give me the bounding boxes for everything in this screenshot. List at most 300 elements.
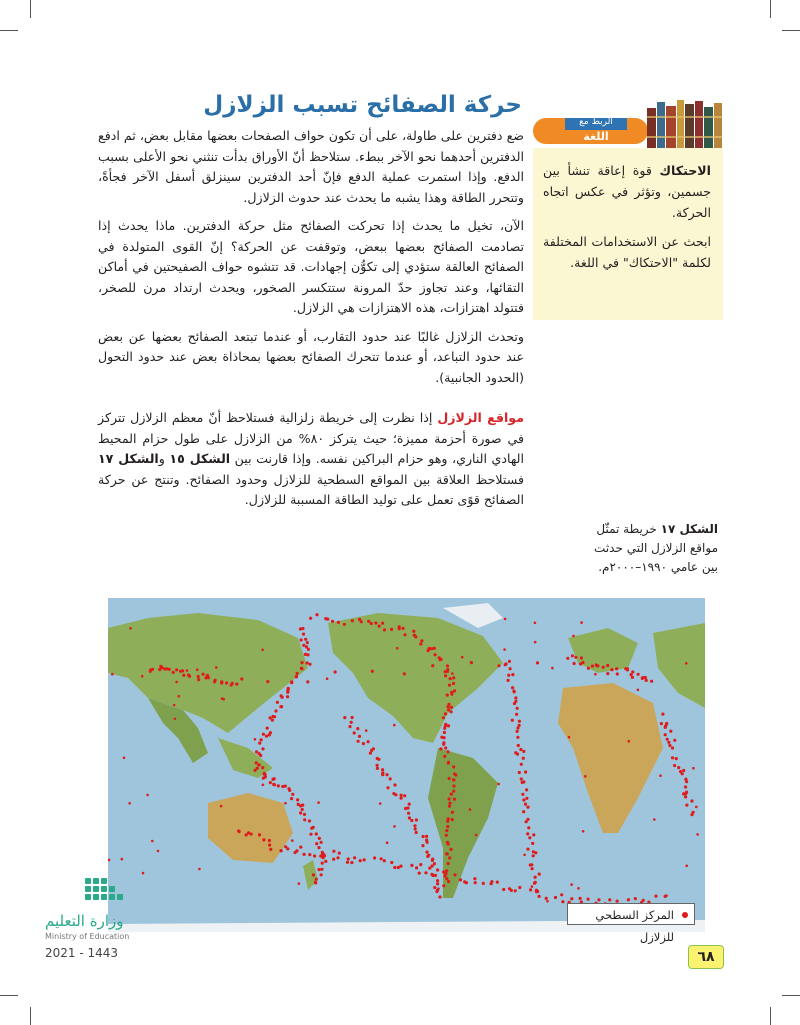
epicenter-dot <box>436 882 439 885</box>
epicenter-dot <box>294 851 297 854</box>
epicenter-dot <box>675 757 678 760</box>
epicenter-dot <box>596 664 599 667</box>
epicenter-dot <box>448 856 451 859</box>
epicenter-dot <box>509 667 512 670</box>
epicenter-dot <box>350 721 353 724</box>
epicenter-dot <box>334 670 337 673</box>
epicenter-dot <box>637 689 640 692</box>
epicenter-dot <box>300 638 303 641</box>
epicenter-dot <box>566 657 569 660</box>
epicenter-dot <box>317 868 320 871</box>
epicenter-dot <box>299 846 302 849</box>
epicenter-dot <box>235 683 238 686</box>
epicenter-dot <box>245 833 248 836</box>
epicenter-dot <box>291 793 294 796</box>
epicenter-dot <box>367 740 370 743</box>
epicenter-dot <box>370 622 373 625</box>
epicenter-dot <box>400 794 403 797</box>
epicenter-dot <box>220 680 223 683</box>
epicenter-dot <box>634 897 637 900</box>
epicenter-dot <box>530 863 533 866</box>
epicenter-dot <box>615 667 618 670</box>
epicenter-dot <box>517 744 520 747</box>
epicenter-dot <box>521 793 524 796</box>
epicenter-dot <box>436 868 439 871</box>
epicenter-dot <box>274 709 277 712</box>
epicenter-dot <box>300 667 303 670</box>
ministry-name-en: Ministry of Education <box>45 932 130 941</box>
sidebar-text <box>543 160 711 281</box>
epicenter-dot <box>437 887 440 890</box>
epicenter-dot <box>673 764 676 767</box>
epicenter-dot <box>452 790 455 793</box>
epicenter-dot <box>626 668 629 671</box>
epicenter-dot <box>511 686 514 689</box>
crop-mark <box>770 0 771 18</box>
epicenter-dot <box>410 819 413 822</box>
epicenter-dot <box>353 856 356 859</box>
epicenter-dot <box>420 639 423 642</box>
epicenter-dot <box>450 793 453 796</box>
epicenter-dot <box>447 880 450 883</box>
epicenter-dot <box>268 843 271 846</box>
epicenter-dot <box>608 898 611 901</box>
edition-year: 2021 - 1443 <box>45 946 119 960</box>
epicenter-dot <box>198 868 201 871</box>
epicenter-dot <box>385 773 388 776</box>
epicenter-dot <box>524 770 527 773</box>
epicenter-dot <box>685 865 688 868</box>
connection-label-top: الربط مع <box>579 117 613 127</box>
epicenter-dot <box>149 670 152 673</box>
epicenter-dot <box>525 788 528 791</box>
epicenter-dot <box>343 716 346 719</box>
epicenter-dot <box>129 627 132 630</box>
epicenter-dot <box>641 677 644 680</box>
epicenter-dot <box>309 617 312 620</box>
epicenter-dot <box>570 883 573 886</box>
epicenter-dot <box>507 674 510 677</box>
epicenter-dot <box>451 811 454 814</box>
figure-caption-text: خريطة تمثّل مواقع الزلازل التي حدثت بين عامي ١٩٩٠–٢٠٠٠م. <box>594 522 718 574</box>
epicenter-dot <box>315 842 318 845</box>
epicenter-dot <box>302 633 305 636</box>
epicenter-dot <box>665 722 668 725</box>
epicenter-dot <box>271 778 274 781</box>
epicenter-dot <box>415 866 418 869</box>
epicenter-dot <box>532 854 535 857</box>
epicenter-dot <box>168 668 171 671</box>
epicenter-dot <box>692 767 695 770</box>
epicenter-dot <box>403 672 406 675</box>
epicenter-dot <box>446 694 449 697</box>
epicenter-dot <box>357 740 360 743</box>
epicenter-dot <box>538 873 541 876</box>
epicenter-dot <box>451 818 454 821</box>
epicenter-dot <box>121 858 124 861</box>
epicenter-dot <box>290 797 293 800</box>
epicenter-dot <box>362 742 365 745</box>
earthquake-world-map <box>108 598 705 932</box>
crop-mark <box>782 995 800 996</box>
epicenter-dot <box>179 670 182 673</box>
epicenter-dot <box>445 829 448 832</box>
epicenter-dot <box>256 767 259 770</box>
epicenter-dot <box>396 647 399 650</box>
epicenter-dot <box>307 648 310 651</box>
epicenter-dot <box>659 774 662 777</box>
epicenter-dot <box>463 880 466 883</box>
epicenter-dot <box>398 627 401 630</box>
epicenter-dot <box>446 705 449 708</box>
epicenter-dot <box>445 834 448 837</box>
epicenter-dot <box>303 853 306 856</box>
epicenter-dot <box>524 803 527 806</box>
epicenter-dot <box>525 797 528 800</box>
epicenter-dot <box>511 719 514 722</box>
epicenter-dot <box>682 769 685 772</box>
epicenter-dot <box>430 647 433 650</box>
epicenter-dot <box>450 706 453 709</box>
epicenter-dot <box>320 873 323 876</box>
epicenter-dot <box>637 673 640 676</box>
epicenter-dot <box>459 878 462 881</box>
figure-label: الشكل ١٧ <box>660 522 718 536</box>
epicenter-dot <box>521 781 524 784</box>
epicenter-dot <box>434 653 437 656</box>
epicenter-dot <box>682 792 685 795</box>
epicenter-dot <box>259 754 262 757</box>
epicenter-dot <box>324 860 327 863</box>
epicenter-dot <box>255 750 258 753</box>
epicenter-dot <box>321 862 324 865</box>
crop-mark <box>770 1007 771 1025</box>
epicenter-dot <box>197 675 200 678</box>
main-text-column <box>98 126 524 519</box>
epicenter-dot <box>447 724 450 727</box>
epicenter-dot <box>443 727 446 730</box>
epicenter-dot <box>532 833 535 836</box>
epicenter-dot <box>160 666 163 669</box>
epicenter-dot <box>250 833 253 836</box>
epicenter-dot <box>606 672 609 675</box>
epicenter-dot <box>414 635 417 638</box>
epicenter-dot <box>402 627 405 630</box>
epicenter-dot <box>298 882 301 885</box>
epicenter-dot <box>418 872 421 875</box>
epicenter-dot <box>531 867 534 870</box>
epicenter-dot <box>453 689 456 692</box>
epicenter-dot <box>451 672 454 675</box>
epicenter-dot <box>527 826 530 829</box>
language-connection-box <box>533 148 723 320</box>
epicenter-dot <box>175 681 178 684</box>
epicenter-dot <box>434 874 437 877</box>
epicenter-dot <box>291 839 294 842</box>
epicenter-dot <box>534 641 537 644</box>
epicenter-dot <box>262 777 265 780</box>
epicenter-dot <box>671 756 674 759</box>
epicenter-dot <box>174 718 177 721</box>
epicenter-dot <box>123 757 126 760</box>
epicenter-dot <box>220 805 223 808</box>
figure-caption <box>578 520 718 577</box>
epicenter-dot <box>373 856 376 859</box>
epicenter-dot <box>526 818 529 821</box>
epicenter-dot <box>397 866 400 869</box>
epicenter-dot <box>146 794 149 797</box>
epicenter-dot <box>669 730 672 733</box>
epicenter-dot <box>502 888 505 891</box>
epicenter-dot <box>433 647 436 650</box>
epicenter-dot <box>393 825 396 828</box>
epicenter-dot <box>261 649 264 652</box>
epicenter-dot <box>308 853 311 856</box>
epicenter-dot <box>237 829 240 832</box>
epicenter-dot <box>302 644 305 647</box>
epicenter-dot <box>519 748 522 751</box>
epicenter-dot <box>587 667 590 670</box>
epicenter-dot <box>266 680 269 683</box>
epicenter-dot <box>642 899 645 902</box>
epicenter-dot <box>313 854 316 857</box>
epicenter-dot <box>511 673 514 676</box>
epicenter-dot <box>666 738 669 741</box>
epicenter-dot <box>534 622 537 625</box>
epicenter-dot <box>453 873 456 876</box>
epicenter-dot <box>442 884 445 887</box>
epicenter-dot <box>347 857 350 860</box>
epicenter-dot <box>393 783 396 786</box>
epicenter-dot <box>440 658 443 661</box>
epicenter-dot <box>381 768 384 771</box>
epicenter-dot <box>490 880 493 883</box>
epicenter-dot <box>627 898 630 901</box>
epicenter-dot <box>299 804 302 807</box>
epicenter-dot <box>545 897 548 900</box>
epicenter-dot <box>496 881 499 884</box>
epicenter-dot <box>151 840 154 843</box>
epicenter-dot <box>264 773 267 776</box>
epicenter-dot <box>507 679 510 682</box>
epicenter-dot <box>281 785 284 788</box>
epicenter-dot <box>572 635 575 638</box>
epicenter-dot <box>442 741 445 744</box>
epicenter-dot <box>304 653 307 656</box>
epicenter-dot <box>580 621 583 624</box>
epicenter-dot <box>452 765 455 768</box>
epicenter-dot <box>690 813 693 816</box>
epicenter-dot <box>428 867 431 870</box>
epicenter-dot <box>142 872 145 875</box>
paragraph-earthquake-locations <box>98 408 524 511</box>
epicenter-dot <box>359 859 362 862</box>
epicenter-dot <box>280 849 283 852</box>
epicenter-dot <box>504 663 507 666</box>
epicenter-dot <box>664 726 667 729</box>
epicenter-dot <box>445 877 448 880</box>
epicenter-dot <box>141 675 144 678</box>
epicenter-dot <box>393 724 396 727</box>
epicenter-dot <box>393 866 396 869</box>
epicenter-dot <box>516 736 519 739</box>
epicenter-dot <box>568 736 571 739</box>
epicenter-dot <box>546 900 549 903</box>
epicenter-dot <box>365 729 368 732</box>
epicenter-dot <box>317 846 320 849</box>
legend-label: المركز السطحي للزلازل <box>595 908 674 944</box>
epicenter-dot <box>446 825 449 828</box>
paragraph: ضع دفترين على طاولة، على أن تكون حواف الصفحات بعضها مقابل بعض، ثم ادفع الدفترين أحدهما نحو الآخر ببطء. ستلاحظ أنّ الأوراق بدأت تنثني نحو الأعلى بسبب الدفع. وإذا استمرت عملية الدفع فإنّ أحد الدفترين سينزلق أسفل الآخر فجأةً، وتتحرر الطاقة وهذا يشبه ما يحدث عند حدوث الزلازل. <box>98 128 524 205</box>
epicenter-dot <box>351 619 354 622</box>
epicenter-dot <box>338 852 341 855</box>
epicenter-dot <box>415 831 418 834</box>
epicenter-dot <box>520 777 523 780</box>
epicenter-dot <box>315 878 318 881</box>
epicenter-dot <box>261 766 264 769</box>
epicenter-dot <box>309 833 312 836</box>
epicenter-dot <box>446 820 449 823</box>
map-legend <box>567 903 695 944</box>
epicenter-dot <box>403 794 406 797</box>
epicenter-dot <box>403 633 406 636</box>
epicenter-dot <box>515 713 518 716</box>
epicenter-dot <box>379 802 382 805</box>
epicenter-dot <box>584 775 587 778</box>
epicenter-dot <box>262 838 265 841</box>
epicenter-dot <box>221 697 224 700</box>
epicenter-dot <box>360 620 363 623</box>
epicenter-dot <box>425 839 428 842</box>
epicenter-dot <box>516 753 519 756</box>
epicenter-dot <box>443 736 446 739</box>
epicenter-dot <box>654 895 657 898</box>
epicenter-dot <box>188 675 191 678</box>
epicenter-dot <box>225 681 228 684</box>
epicenter-dot <box>175 668 178 671</box>
epicenter-dot <box>276 701 279 704</box>
epicenter-dot <box>685 780 688 783</box>
epicenter-dot <box>431 859 434 862</box>
epicenter-dot <box>272 715 275 718</box>
epicenter-dot <box>508 887 511 890</box>
connection-label-main: اللغة <box>583 130 609 143</box>
epicenter-dot <box>358 735 361 738</box>
epicenter-dot <box>262 784 265 787</box>
epicenter-dot <box>497 783 500 786</box>
epicenter-dot <box>497 664 500 667</box>
epicenter-dot <box>446 670 449 673</box>
epicenter-dot <box>408 803 411 806</box>
epicenter-dot <box>353 731 356 734</box>
epicenter-dot <box>371 670 374 673</box>
epicenter-dot <box>332 858 335 861</box>
epicenter-dot <box>386 786 389 789</box>
epicenter-dot <box>422 835 425 838</box>
epicenter-dot <box>504 618 507 621</box>
epicenter-dot <box>446 750 449 753</box>
epicenter-dot <box>363 858 366 861</box>
paragraph: وتحدث الزلازل غالبًا عند حدود التقارب، أو عندما تبتعد الصفائح بعضها عن بعض عند حدود التباعد، أو عندما تتحرك الصفائح بعضها بمحاذاة بعض عند حدود التحول (الحدود الجانبية). <box>98 328 524 385</box>
epicenter-dot <box>286 847 289 850</box>
epicenter-dot <box>394 793 397 796</box>
epicenter-dot <box>690 799 693 802</box>
epicenter-dot <box>320 868 323 871</box>
epicenter-dot <box>301 808 304 811</box>
epicenter-dot <box>452 784 455 787</box>
epicenter-dot <box>681 772 684 775</box>
epicenter-dot <box>523 854 526 857</box>
epicenter-dot <box>570 897 573 900</box>
epicenter-dot <box>306 661 309 664</box>
epicenter-dot <box>665 894 668 897</box>
epicenter-dot <box>213 680 216 683</box>
epicenter-dot <box>336 856 339 859</box>
epicenter-dot <box>260 738 263 741</box>
page-number: ٦٨ <box>688 945 724 969</box>
epicenter-dot <box>318 837 321 840</box>
epicenter-dot <box>400 797 403 800</box>
epicenter-dot <box>304 638 307 641</box>
epicenter-dot <box>378 625 381 628</box>
epicenter-dot <box>653 818 656 821</box>
epicenter-dot <box>280 705 283 708</box>
epicenter-dot <box>522 757 525 760</box>
epicenter-dot <box>306 641 309 644</box>
epicenter-dot <box>551 667 554 670</box>
epicenter-dot <box>602 666 605 669</box>
sidebar-definition <box>543 160 711 223</box>
epicenter-dot <box>206 674 209 677</box>
epicenter-dot <box>376 767 379 770</box>
epicenter-dot <box>296 798 299 801</box>
epicenter-dot <box>526 832 529 835</box>
epicenter-dot <box>520 763 523 766</box>
epicenter-dot <box>431 664 434 667</box>
epicenter-dot <box>202 673 205 676</box>
epicenter-dot <box>424 871 427 874</box>
epicenter-dot <box>535 890 538 893</box>
epicenter-dot <box>469 808 472 811</box>
epicenter-dot <box>650 680 653 683</box>
epicenter-dot <box>286 695 289 698</box>
epicenter-dot <box>433 886 436 889</box>
epicenter-dot <box>528 836 531 839</box>
epicenter-dot <box>186 669 189 672</box>
epicenter-dot <box>529 888 532 891</box>
epicenter-dot <box>516 707 519 710</box>
epicenter-dot <box>446 664 449 667</box>
epicenter-dot <box>312 873 315 876</box>
epicenter-dot <box>448 777 451 780</box>
epicenter-dot <box>404 807 407 810</box>
epicenter-dot <box>444 723 447 726</box>
epicenter-dot <box>534 851 537 854</box>
epicenter-dot <box>306 680 309 683</box>
epicenter-dot <box>450 848 453 851</box>
epicenter-dot <box>240 677 243 680</box>
epicenter-dot <box>346 861 349 864</box>
epicenter-dot <box>308 663 311 666</box>
epicenter-dot <box>296 672 299 675</box>
epicenter-dot <box>178 695 181 698</box>
epicenter-dot <box>514 696 517 699</box>
epicenter-dot <box>383 859 386 862</box>
epicenter-dot <box>314 881 317 884</box>
epicenter-dot <box>407 812 410 815</box>
epicenter-dot <box>380 857 383 860</box>
epicenter-dot <box>374 621 377 624</box>
